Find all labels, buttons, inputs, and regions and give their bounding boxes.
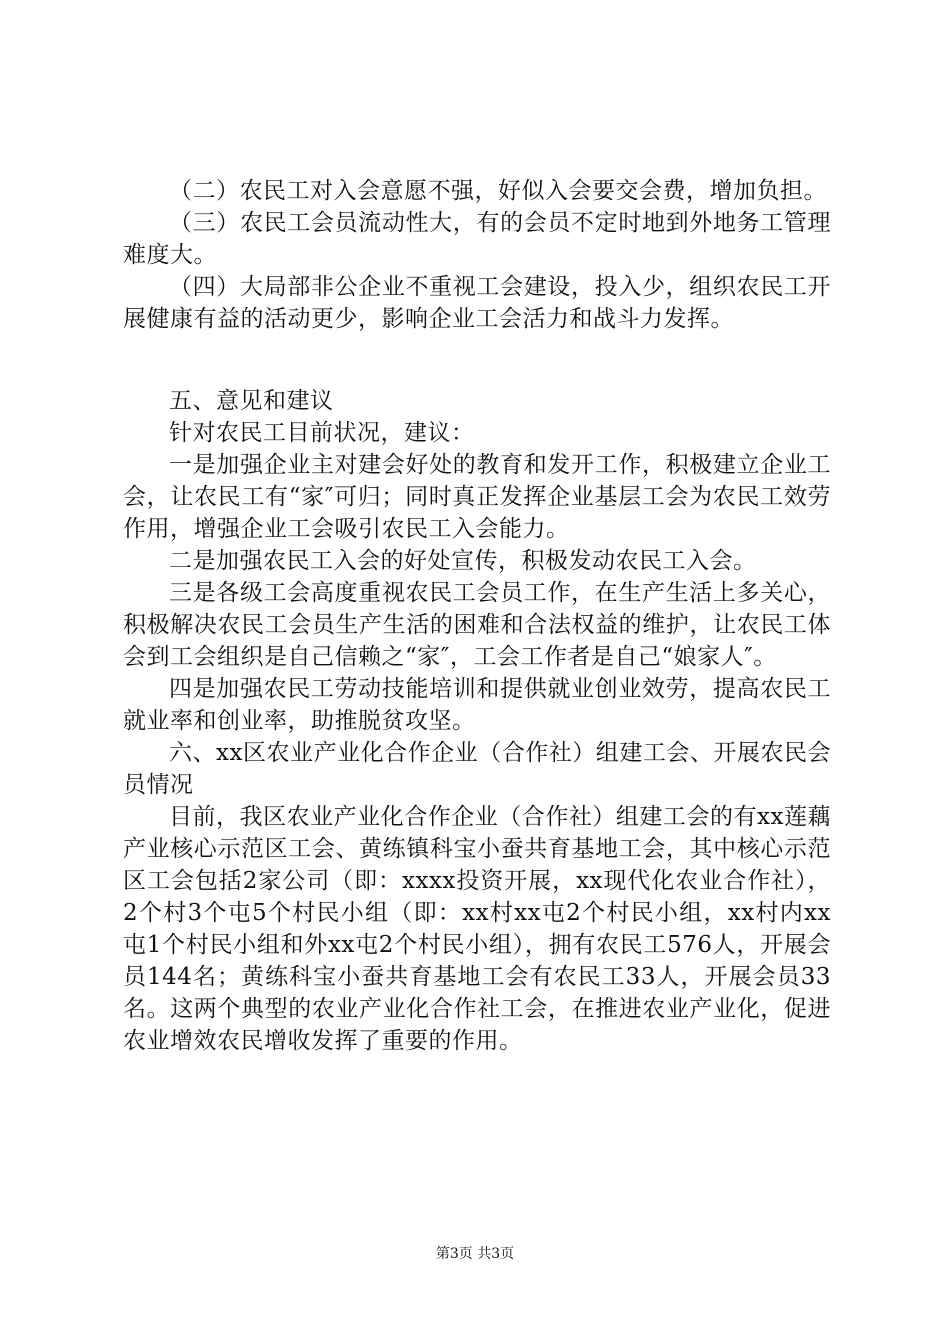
paragraph-item-2: （二）农民工对入会意愿不强，好似入会要交会费，增加负担。 [169,178,827,204]
document-body [123,175,831,1057]
section-gap [123,335,831,385]
page-footer: 第3页 共3页 [435,1246,515,1262]
section-six-heading: 六、xx区农业产业化合作企业（合作社）组建工会、开展农民会员情况 [123,740,831,798]
section-five-intro: 针对农民工目前状况，建议： [169,420,475,446]
suggestion-3: 三是各级工会高度重视农民工会员工作，在生产生活上多关心，积极解决农民工会员生产生活的困难和合法权益的维护，让农民工体会到工会组织是自己信赖之“家″，工会工作者是自己“娘家人″。 [123,580,831,670]
paragraph-item-3: （三）农民工会员流动性大，有的会员不定时地到外地务工管理难度大。 [123,210,831,268]
suggestion-2: 二是加强农民工入会的好处宣传，积极发动农民工入会。 [169,548,757,574]
suggestion-1: 一是加强企业主对建会好处的教育和发开工作，积极建立企业工会，让农民工有“家″可归；同时真正发挥企业基层工会为农民工效劳作用，增强企业工会吸引农民工入会能力。 [123,452,831,542]
suggestion-4: 四是加强农民工劳动技能培训和提供就业创业效劳，提高农民工就业率和创业率，助推脱贫攻坚。 [123,676,831,734]
paragraph-item-4: （四）大局部非公企业不重视工会建设，投入少，组织农民工开展健康有益的活动更少，影响企业工会活力和战斗力发挥。 [123,274,831,332]
section-five-heading: 五、意见和建议 [169,388,334,414]
section-six-body: 目前，我区农业产业化合作企业（合作社）组建工会的有xx莲藕产业核心示范区工会、黄练镇科宝小蚕共育基地工会，其中核心示范区工会包括2家公司（即：xxxx投资开展，xx现代化农业合作社），2个村3个屯5个村民小组（即：xx村xx屯2个村民小组，xx村内xx屯1个村民小组和外xx屯2个村民小组），拥有农民工576人，开展会员144名；黄练科宝小蚕共育基地工会有农民工33人，开展会员33名。这两个典型的农业产业化合作社工会，在推进农业产业化，促进农业增效农民增收发挥了重要的作用。 [123,804,831,1054]
